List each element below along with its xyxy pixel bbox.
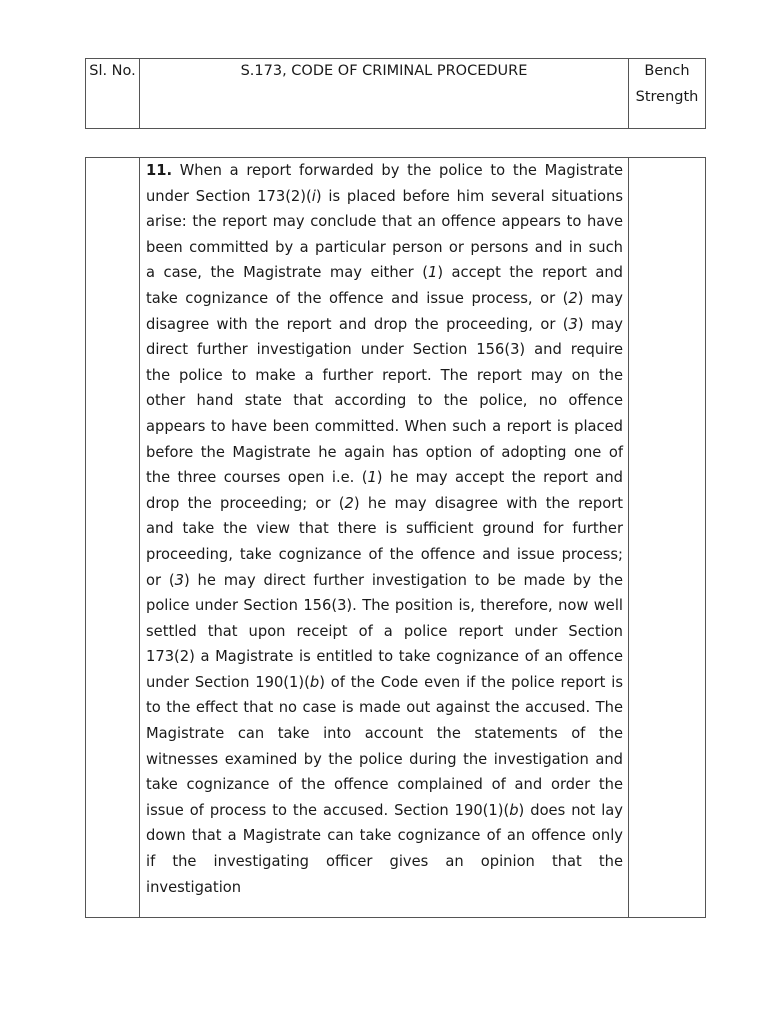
segment-4: ) accept the report and take cognizance of the offence and issue process, or ( — [146, 264, 623, 307]
segment-12: ) he may disagree with the report and take the view that there is sufficient ground for further proceeding, take cognizance of the offence and issue process; or ( — [146, 494, 623, 589]
content-row — [86, 158, 706, 918]
segment-15: b — [309, 673, 320, 691]
content-sl-no-cell — [86, 158, 140, 918]
segment-18: ) does not lay down that a Magistrate can take cognizance of an offence only if the investigating officer gives an opinion that the investigation — [146, 801, 623, 896]
segment-14: ) he may direct further investigation to be made by the police under Section 156(3). The position is, therefore, now well settled that upon receipt of a police report under Section 173(2) a Magistrate is entitled to take cognizance of an offence under Section 190(1)( — [146, 571, 623, 691]
header-bench-strength-text: Bench Strength — [635, 63, 699, 105]
segment-3: 1 — [427, 264, 438, 282]
segment-0: When a report forwarded by the police to the Magistrate under Section 173(2)( — [146, 162, 623, 205]
segment-13: 3 — [174, 571, 184, 589]
header-sl-no — [86, 59, 140, 129]
header-bench-strength — [629, 59, 706, 129]
header-row — [86, 59, 706, 129]
content-table — [85, 157, 706, 918]
segment-6: ) may disagree with the report and drop the proceeding, or ( — [146, 289, 623, 333]
paragraph-11 — [140, 158, 628, 900]
segment-5: 2 — [568, 289, 578, 307]
header-sl-no-text: Sl. No. — [89, 63, 136, 79]
segment-7: 3 — [568, 315, 578, 333]
paragraph-number: 11. — [146, 162, 173, 179]
segment-17: b — [509, 801, 519, 819]
segment-2: ) is placed before him several situations arise: the report may conclude that an offence appears to have been committed by a particular person or persons and in such a case, the Magistrate may either ( — [146, 187, 623, 282]
header-table — [85, 58, 706, 129]
segment-11: 2 — [344, 494, 354, 512]
segment-16: ) of the Code even if the police report is to the effect that no case is made out against the accused. The Magistrate can take into account the statements of the witnesses examined by the police during the investigation and take cognizance of the offence complained of and order the issue of process to the accused. Section 190(1)( — [146, 673, 623, 819]
segment-1: i — [311, 187, 316, 205]
segment-8: ) may direct further investigation under Section 156(3) and require the police to make a further report. The report may on the other hand state that according to the police, no offence appears to have been committed. When such a report is placed before the Magistrate he again has option of adopting one of the three courses open i.e. ( — [146, 315, 623, 487]
header-title-text: S.173, CODE OF CRIMINAL PROCEDURE — [240, 63, 528, 79]
text-clip — [140, 158, 628, 917]
content-bench-strength-cell — [629, 158, 706, 918]
segment-9: 1 — [367, 469, 377, 487]
header-title — [140, 59, 629, 129]
content-text-cell — [140, 158, 629, 918]
segment-10: ) he may accept the report and drop the proceeding; or ( — [146, 469, 623, 512]
